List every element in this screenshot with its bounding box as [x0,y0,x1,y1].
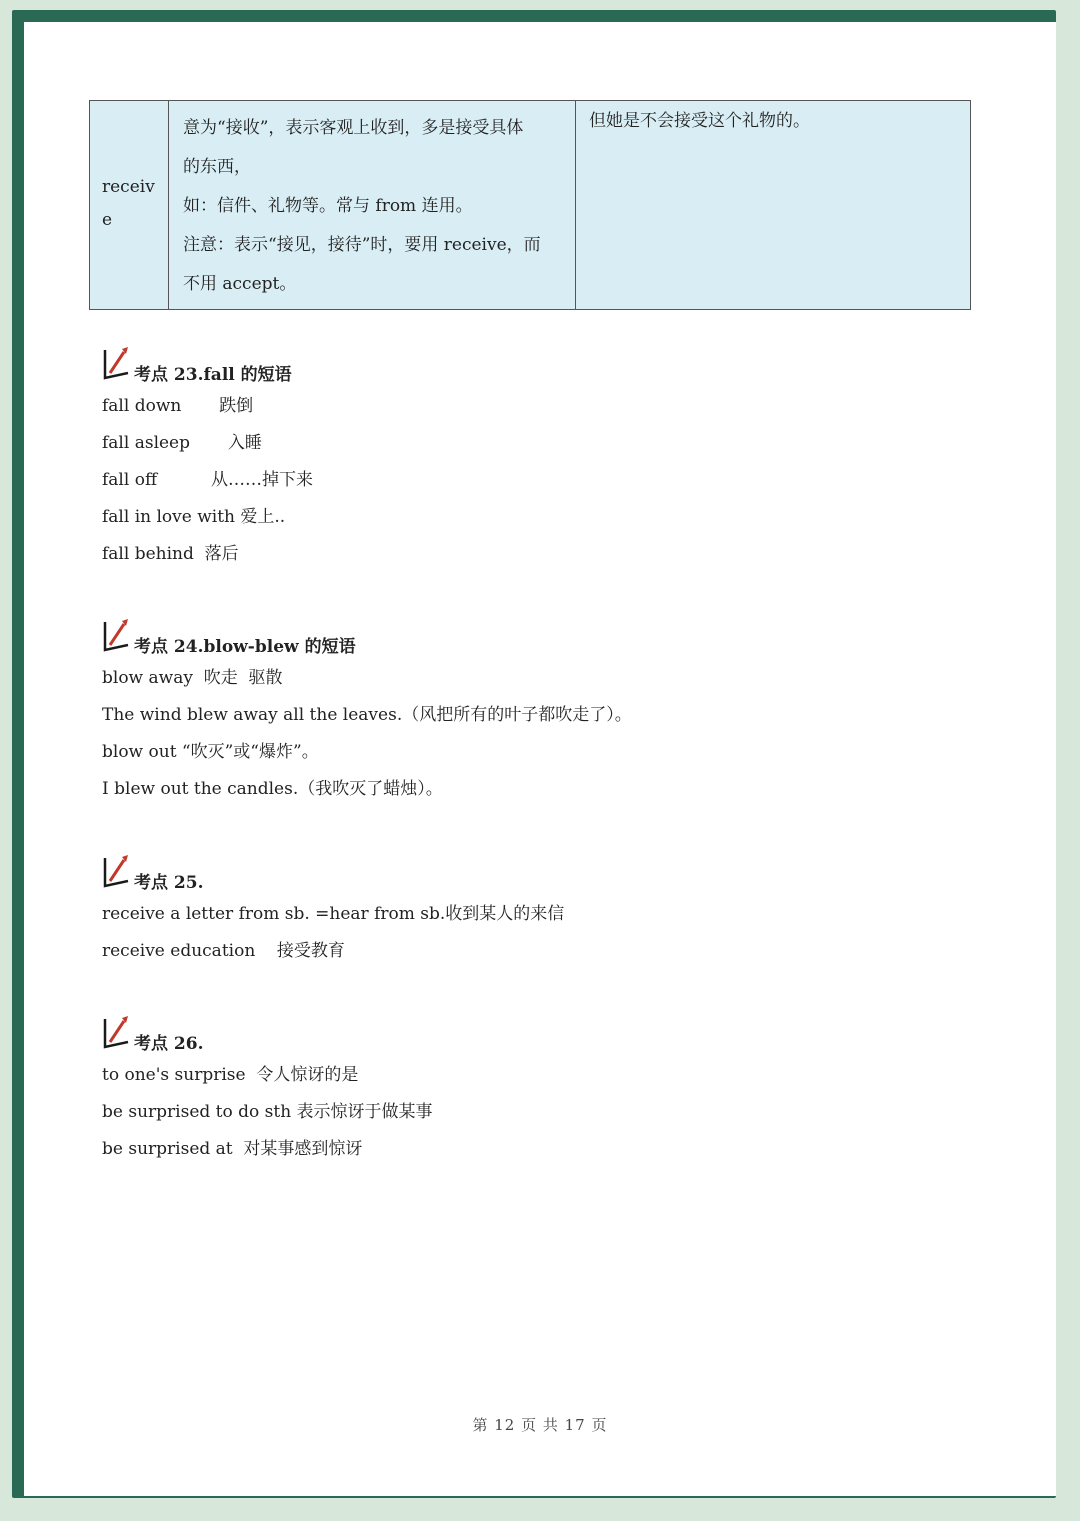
section-line: fall in love with 爱上.. [102,507,286,527]
section-header [102,1011,433,1054]
section-line: fall asleep 入睡 [102,433,262,453]
meaning-line: 注意：表示“接见，接待”时，要用 receive，而 [183,235,541,255]
pen-check-icon [102,618,132,654]
section-header [102,342,313,385]
pen-check-icon [102,346,132,382]
section-line: be surprised to do sth 表示惊讶于做某事 [102,1102,433,1122]
table-example-cell: 但她是不会接受这个礼物的。 [589,111,810,131]
document-page [24,22,1056,1496]
section-line: receive education 接受教育 [102,941,345,961]
section-header [102,850,564,893]
table-meaning-cell [169,101,576,309]
word-line: receiv [102,177,155,197]
section-line: fall behind 落后 [102,544,239,564]
pen-check-icon [102,854,132,890]
meaning-line: 意为“接收”，表示客观上收到，多是接受具体 [183,118,524,138]
word-line: e [102,210,113,230]
section-line: fall down 跌倒 [102,396,254,416]
section-header [102,614,632,657]
section-line: I blew out the candles.（我吹灭了蜡烛）。 [102,779,443,799]
meaning-line: 不用 accept。 [183,274,297,294]
section-line: blow out “吹灭”或“爆炸”。 [102,742,319,762]
page-number-footer: 第 12 页 共 17 页 [472,1416,608,1434]
section-24 [102,614,632,808]
section-line: blow away 吹走 驱散 [102,668,283,688]
section-23 [102,342,313,573]
section-title: 考点 23.fall 的短语 [134,365,292,385]
meaning-line: 如：信件、礼物等。常与 from 连用。 [183,196,473,216]
section-line: be surprised at 对某事感到惊讶 [102,1139,363,1159]
pen-check-icon [102,1015,132,1051]
section-line: The wind blew away all the leaves.（风把所有的叶子都吹走了）。 [102,705,632,725]
vocab-table [89,100,971,310]
section-title: 考点 26. [134,1034,204,1054]
section-25 [102,850,564,970]
section-title: 考点 24.blow-blew 的短语 [134,637,356,657]
table-word-cell [90,101,169,309]
section-title: 考点 25. [134,873,204,893]
section-line: to one's surprise 令人惊讶的是 [102,1065,359,1085]
section-line: receive a letter from sb. =hear from sb.收到某人的来信 [102,904,565,924]
section-26 [102,1011,433,1168]
meaning-line: 的东西， [183,157,251,177]
section-line: fall off 从……掉下来 [102,470,314,490]
